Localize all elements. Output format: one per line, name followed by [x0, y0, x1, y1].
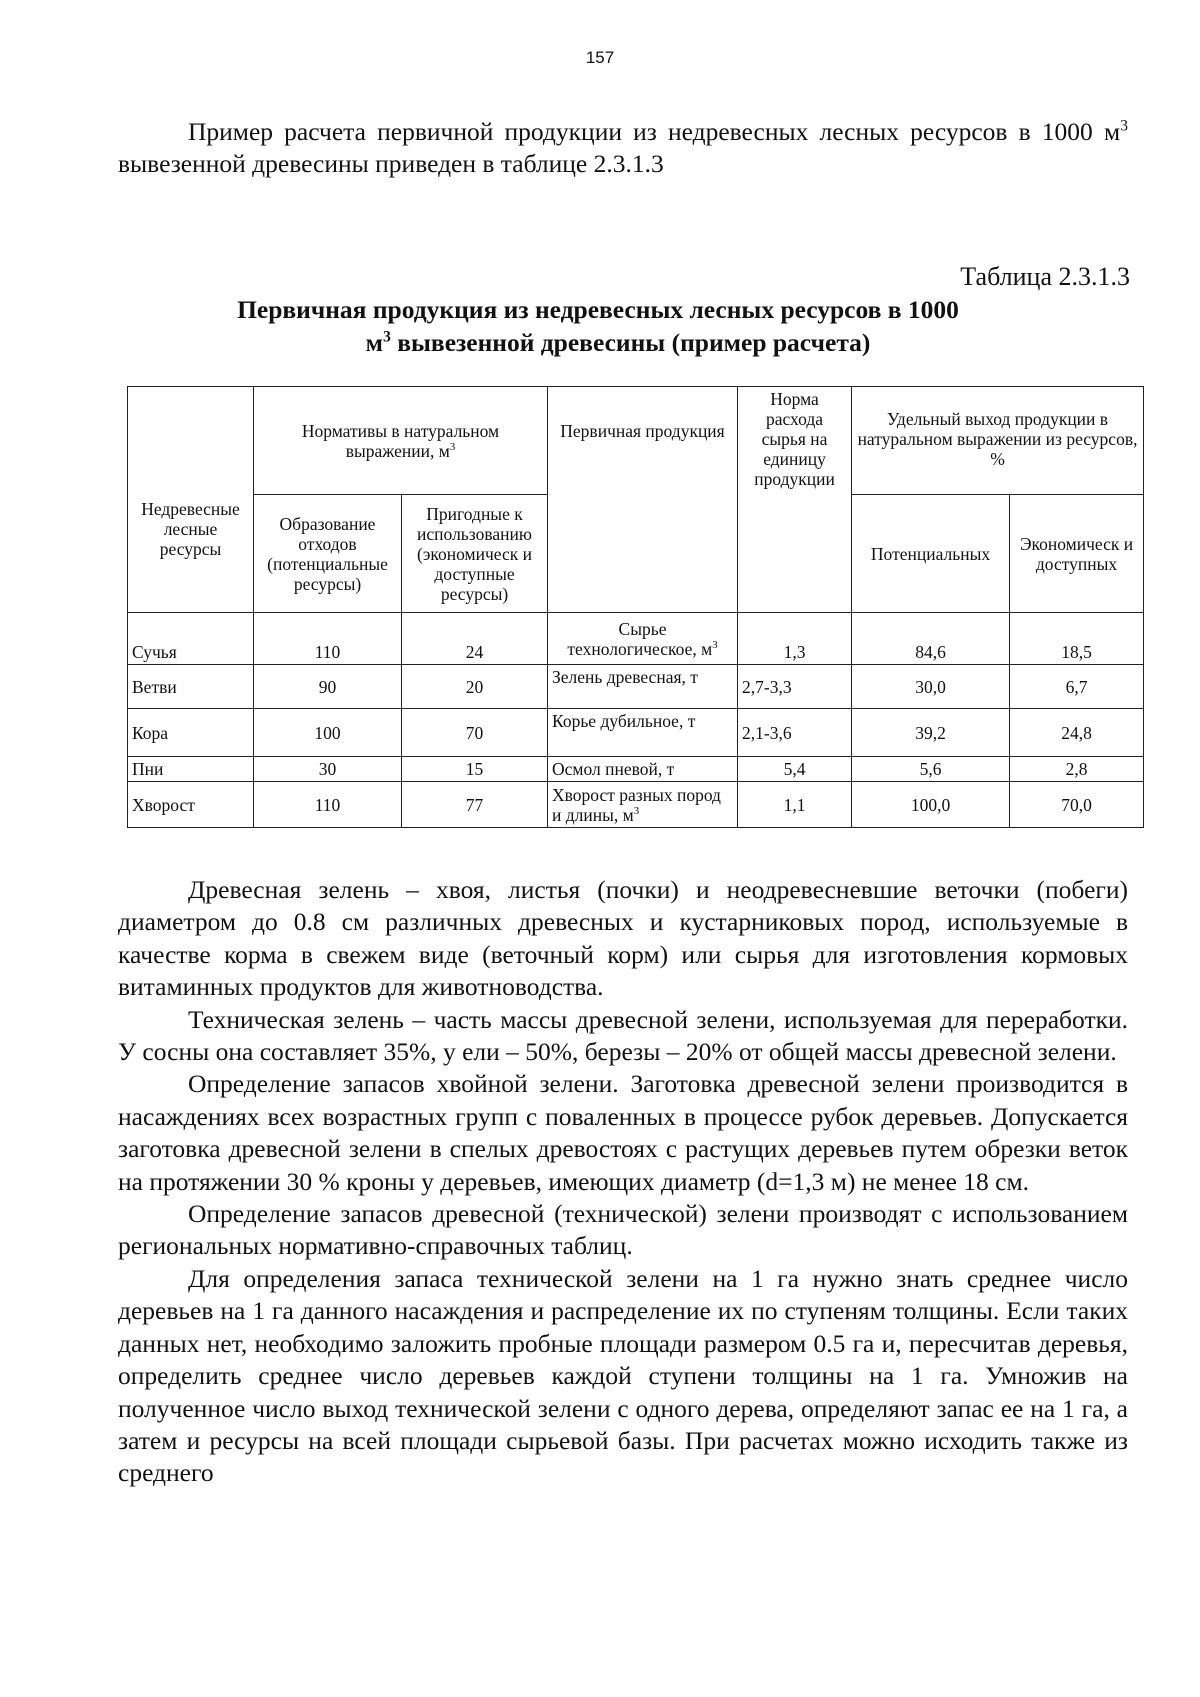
cell-resource: Хворост: [128, 782, 254, 828]
cell-waste: 110: [254, 613, 402, 665]
cell-usable: 70: [402, 709, 548, 757]
header-yield-potential: Потенциальных: [852, 495, 1010, 613]
cell-potential: 5,6: [852, 757, 1010, 782]
header-norms: Нормативы в натуральном выражении, $м^3$: [254, 387, 548, 495]
resources-table: [127, 386, 1144, 828]
cell-resource: Пни: [128, 757, 254, 782]
header-product: Первичная продукция: [548, 387, 738, 613]
cell-waste: 110: [254, 782, 402, 828]
cell-waste: 100: [254, 709, 402, 757]
header-yield: Удельный выход продукции в натуральном выражении из ресурсов, %: [852, 387, 1144, 495]
table-title-line2: $м^3$ вывезенной древесины (пример расчета): [365, 328, 871, 357]
cell-potential: 39,2: [852, 709, 1010, 757]
cell-usable: 20: [402, 665, 548, 709]
paragraph-3: Определение запасов хвойной зелени. Заготовка древесной зелени производится в насаждениях всех возрастных групп с поваленных в процессе рубок деревьев. Допускается заготовка древесной зелени в спелых древостоях с растущих деревьев путем обрезки веток на протяжении 30 % кроны у деревьев, имеющих диаметр (d=1,3 м) не менее 18 см.: [118, 1069, 1128, 1196]
table-row: [128, 709, 1144, 757]
cell-usable: 24: [402, 613, 548, 665]
cell-usable: 77: [402, 782, 548, 828]
cell-product: Осмол пневой, т: [548, 757, 738, 782]
cell-resource: Кора: [128, 709, 254, 757]
cell-rate: 5,4: [738, 757, 852, 782]
table-row: [128, 665, 1144, 709]
body-text: [118, 874, 1128, 1490]
paragraph-5: Для определения запаса технической зелени на 1 га нужно знать среднее число деревьев на 1 га данного насаждения и распределение их по ступеням толщины. Если таких данных нет, необходимо заложить пробные площади размером 0.5 га и, пересчитав деревья, определить среднее число деревьев каждой ступени толщины на 1 га. Умножив на полученное число выход технической зелени с одного дерева, определяют запас ее на 1 га, а затем и ресурсы на всей площади сырьевой базы. При расчетах можно исходить также из среднего: [118, 1263, 1128, 1488]
cell-rate: 2,1-3,6: [738, 709, 852, 757]
paragraph-2: Техническая зелень – часть массы древесной зелени, используемая для переработки. У сосны она составляет 35%, у ели – 50%, березы – 20% от общей массы древесной зелени.: [118, 1004, 1128, 1067]
cell-economic: 6,7: [1010, 665, 1144, 709]
cell-product: Сырье технологическое, $м^3$: [548, 613, 738, 665]
table-row: [128, 613, 1144, 665]
cell-waste: 90: [254, 665, 402, 709]
cell-potential: 100,0: [852, 782, 1010, 828]
paragraph-4: Определение запасов древесной (технической) зелени производят с использованием региональных нормативно-справочных таблиц.: [118, 1199, 1128, 1261]
table-row: [128, 757, 1144, 782]
cell-rate: 1,3: [738, 613, 852, 665]
header-waste: Образование отходов (потенциальные ресурсы): [254, 495, 402, 613]
header-yield-economic: Экономическ и доступных: [1010, 495, 1144, 613]
cell-economic: 2,8: [1010, 757, 1144, 782]
cell-economic: 18,5: [1010, 613, 1144, 665]
table-title-line1: Первичная продукция из недревесных лесных ресурсов в 1000: [237, 295, 959, 324]
cell-rate: 2,7-3,3: [738, 665, 852, 709]
header-rate: Норма расхода сырья на единицу продукции: [738, 387, 852, 613]
cell-potential: 84,6: [852, 613, 1010, 665]
intro-text: Пример расчета первичной продукции из недревесных лесных ресурсов в 1000 $м^3$ вывезенной древесины приведен в таблице 2.3.1.3: [118, 117, 1128, 179]
cell-potential: 30,0: [852, 665, 1010, 709]
intro-paragraph: [118, 116, 1128, 181]
cell-usable: 15: [402, 757, 548, 782]
paragraph-1: Древесная зелень – хвоя, листья (почки) и неодревесневшие веточки (побеги) диаметром до 0.8 см различных древесных и кустарниковых пород, используемые в качестве корма в свежем виде (веточный корм) или сырья для изготовления кормовых витаминных продуктов для животноводства.: [118, 875, 1128, 1002]
cell-economic: 24,8: [1010, 709, 1144, 757]
table-caption: Таблица 2.3.1.3: [960, 262, 1130, 291]
header-resources: Недревесные лесные ресурсы: [128, 387, 254, 613]
cell-economic: 70,0: [1010, 782, 1144, 828]
page-number: 157: [585, 48, 615, 67]
cell-resource: Ветви: [128, 665, 254, 709]
cell-product: Корье дубильное, т: [548, 709, 738, 757]
cell-resource: Сучья: [128, 613, 254, 665]
table-title: [118, 293, 1128, 359]
cell-product: Зелень древесная, т: [548, 665, 738, 709]
header-usable: Пригодные к использованию (экономическ и доступные ресурсы): [402, 495, 548, 613]
cell-waste: 30: [254, 757, 402, 782]
cell-rate: 1,1: [738, 782, 852, 828]
table-row: [128, 782, 1144, 828]
cell-product: Хворост разных пород и длины, $м^3$: [548, 782, 738, 828]
